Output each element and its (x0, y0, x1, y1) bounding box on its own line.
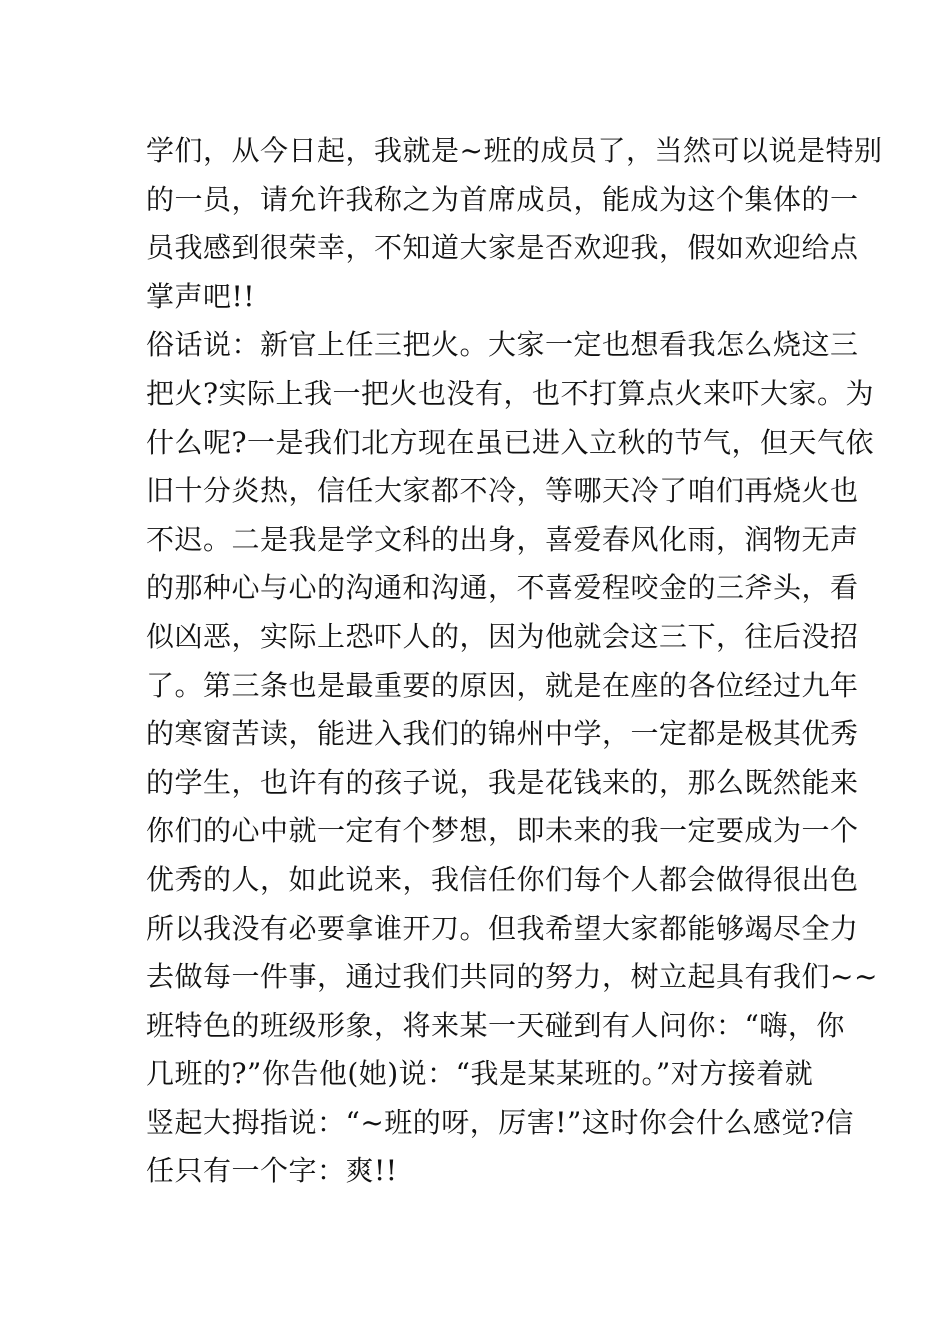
text-line: 什么呢?一是我们北方现在虽已进入立秋的节气，但天气依 (146, 425, 875, 459)
text-line: 优秀的人，如此说来，我信任你们每个人都会做得很出色 (146, 862, 859, 896)
text-line: 似凶恶，实际上恐吓人的，因为他就会这三下，往后没招 (146, 619, 859, 653)
text-line: 的寒窗苦读，能进入我们的锦州中学，一定都是极其优秀 (146, 717, 859, 751)
text-line: 掌声吧!! (146, 279, 256, 313)
text-line: 学们，从今日起，我就是~班的成员了，当然可以说是特别 (146, 134, 883, 167)
text-line: 把火?实际上我一把火也没有，也不打算点火来吓大家。为 (146, 376, 875, 410)
text-line: 的一员，请允许我称之为首席成员，能成为这个集体的一 (146, 182, 859, 216)
text-line: 竖起大拇指说：“~班的呀，厉害!”这时你会什么感觉?信 (146, 1105, 854, 1139)
text-line: 几班的?”你告他(她)说：“我是某某班的。”对方接着就 (146, 1057, 814, 1091)
text-line: 员我感到很荣幸，不知道大家是否欢迎我，假如欢迎给点 (146, 231, 859, 265)
text-line: 不迟。二是我是学文科的出身，喜爱春风化雨，润物无声 (146, 522, 859, 556)
paragraph-2 (146, 321, 878, 1196)
paragraph-1 (146, 127, 883, 321)
text-line: 的那种心与心的沟通和沟通，不喜爱程咬金的三斧头，看 (146, 571, 859, 605)
text-line: 任只有一个字：爽!! (146, 1154, 398, 1188)
text-line: 去做每一件事，通过我们共同的努力，树立起具有我们~~ (146, 960, 878, 994)
text-line: 你们的心中就一定有个梦想，即未来的我一定要成为一个 (146, 814, 859, 848)
text-line: 俗话说：新官上任三把火。大家一定也想看我怎么烧这三 (146, 328, 859, 362)
text-line: 旧十分炎热，信任大家都不冷，等哪天冷了咱们再烧火也 (146, 474, 859, 508)
text-line: 班特色的班级形象，将来某一天碰到有人问你：“嗨，你 (146, 1008, 845, 1042)
body-text (146, 127, 883, 1196)
text-line: 的学生，也许有的孩子说，我是花钱来的，那么既然能来 (146, 765, 859, 799)
text-line: 所以我没有必要拿谁开刀。但我希望大家都能够竭尽全力 (146, 911, 859, 945)
text-line: 了。第三条也是最重要的原因，就是在座的各位经过九年 (146, 668, 859, 702)
